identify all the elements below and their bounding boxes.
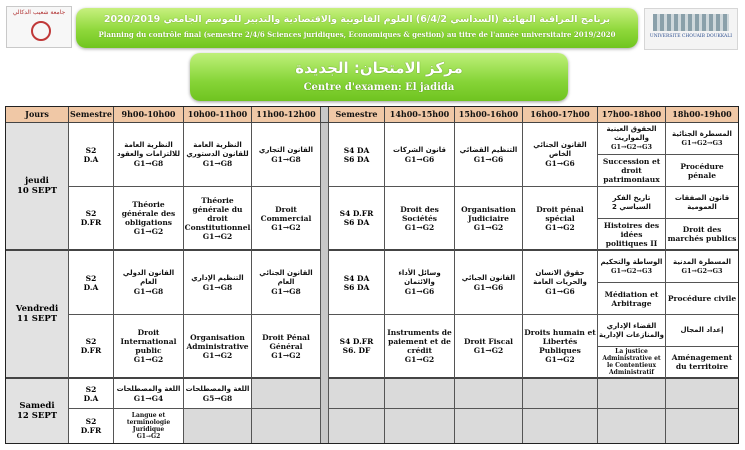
exam-groups: G1→G2→G3 [681,266,723,275]
exam-groups: G1→G8 [271,287,301,296]
exam-groups: G1→G2 [473,222,504,232]
day-name: jeudi [25,176,49,186]
empty-cell [252,379,321,409]
header-15h: 15h00-16h00 [455,107,523,123]
semester-cell [329,187,385,251]
semester-code: S4 DA [343,145,370,155]
empty-cell [598,379,666,409]
semester-cell [329,251,385,315]
day-date: 11 SEPT [16,314,58,324]
university-logo-right [644,8,738,50]
exam-subject: التنظيم القضائي [459,145,518,154]
day-name: Vendredi [15,304,59,314]
exam-groups: G1→G8 [133,287,164,296]
exam-groups: G1→G2 [271,222,301,232]
empty-cell [385,379,455,409]
empty-cell [523,409,598,443]
semester-track: S6 DA [343,282,370,292]
centre-arabic: مركز الامتحان: الجديدة [295,59,463,77]
exam-cell [114,379,184,409]
exam-subject: Droit Commercial [260,204,312,223]
midday-separator [321,123,329,443]
exam-groups: G1→G8 [133,159,164,168]
exam-cell [114,251,184,315]
empty-cell [385,409,455,443]
semester-track: D.FR [80,426,102,435]
day-samedi [6,379,69,443]
exam-cell [523,251,598,315]
semester-code: S2 [85,384,97,394]
exam-subject: Succession et droit patrimoniaux [602,157,661,184]
header-10h: 10h00-11h00 [184,107,252,123]
semester-track: S6 DA [343,154,370,164]
header-14h: 14h00-15h00 [385,107,455,123]
semester-cell [69,379,114,409]
exam-cell [252,123,321,187]
exam-cell [523,123,598,187]
header-18h: 18h00-19h00 [666,107,738,123]
exam-subject: التنظيم الإداري [191,273,244,282]
exam-groups: G1→G2 [545,355,575,364]
exam-subject: القانون الجنائي الخاص [533,141,587,158]
exam-groups: G1→G2 [133,355,164,364]
semester-cell [69,187,114,251]
exam-groups: G1→G2 [404,222,435,232]
exam-cell [114,409,184,443]
exam-subject: Aménagement du territoire [671,353,733,371]
building-icon [653,14,729,31]
exam-groups: G1→G2 [271,350,301,360]
exam-cell [184,251,252,315]
exam-cell [666,219,738,251]
exam-subject: المسطرة المدنية [672,257,732,266]
exam-cell [598,219,666,251]
exam-cell [598,123,666,155]
exam-groups: G1→G2 [202,231,233,241]
empty-cell [666,379,738,409]
exam-subject: الحقوق العينية والمواريث [606,125,657,142]
exam-groups: G1→G2 [404,355,435,364]
exam-cell [252,187,321,251]
exam-subject: قانون الصفقات العمومية [674,193,730,211]
exam-cell [385,315,455,379]
exam-groups: G1→G2→G3 [610,143,653,151]
exam-cell [385,187,455,251]
exam-subject: Droit Pénal Général [262,332,310,351]
exam-groups: G1→G8 [271,154,301,164]
exam-cell [598,347,666,379]
empty-cell [523,379,598,409]
exam-subject: القانون الجبائي [461,273,516,282]
day-date: 10 SEPT [16,186,58,196]
exam-subject: Histoires des idées politiques II [603,220,660,248]
exam-cell [184,379,252,409]
semester-code: S2 [85,209,97,218]
exam-cell [523,187,598,251]
exam-cell [598,187,666,219]
header-17h: 17h00-18h00 [598,107,666,123]
exam-subject: قانون الشركات [393,145,446,154]
exam-cell [455,123,523,187]
exam-groups: G5→G8 [202,393,233,403]
exam-cell [252,315,321,379]
exam-subject: Théorie générale du droit Constitutionnel [184,195,251,232]
exam-subject: إعداد المجال [680,326,724,334]
exam-subject: النظرية العامة للالتزامات والعقود [117,141,180,158]
exam-cell [598,315,666,347]
day-jeudi [6,123,69,251]
header-11h: 11h00-12h00 [252,107,321,123]
exam-groups: G1→G6 [473,154,504,164]
exam-subject: القانون الجنائي العام [259,269,313,286]
exam-cell [666,251,738,283]
exam-groups: G1→G2→G3 [681,138,723,147]
university-logo-left [6,6,72,48]
exam-groups: G1→G2→G3 [610,266,653,275]
exam-subject: القانون التجاري [258,145,314,154]
day-name: Samedi [19,401,55,411]
semester-code: S4 D.FR [339,337,374,346]
exam-subject: Langue et terminologie Juridique [126,412,171,433]
semester-track: D.A [83,282,99,292]
semester-code: S2 [85,145,97,155]
exam-subject: المسطرة الجنائية [672,129,732,138]
exam-subject: اللغة والمصطلحات [116,384,181,393]
exam-cell [455,315,523,379]
header-9h: 9h00-10h00 [114,107,184,123]
exam-cell [184,123,252,187]
logo-right-text: UNIVERSITE CHOUAIB DOUKKALI [649,34,733,39]
semester-track: D.A [83,154,99,164]
semester-cell [69,409,114,443]
exam-cell [455,187,523,251]
exam-cell [666,155,738,187]
exam-cell [666,187,738,219]
exam-cell [385,123,455,187]
header-16h: 16h00-17h00 [523,107,598,123]
exam-subject: القانون الدولي العام [122,269,175,286]
exam-cell [184,187,252,251]
exam-cell [598,283,666,315]
exam-subject: Droit des marchés publics [667,225,737,243]
exam-cell [666,315,738,347]
empty-cell [455,409,523,443]
empty-cell [598,409,666,443]
exam-groups: G1→G8 [202,159,233,168]
exam-subject: تاريخ الفكر السياسي 2 [612,193,651,211]
exam-subject: Droit des Sociétés [400,204,439,223]
header-semestre-2: Semestre [329,107,385,123]
exam-cell [666,283,738,315]
exam-subject: Médiation et Arbitrage [604,289,659,308]
exam-subject: Théorie générale des obligations [121,200,176,227]
exam-subject: Organisation Administrative [186,332,249,351]
exam-cell [114,123,184,187]
exam-subject: القضاء الإداري والمنازعات الإدارية [599,321,664,339]
semester-cell [329,315,385,379]
header-semestre: Semestre [69,107,114,123]
exam-subject: وسائل الأداء والائتمان [398,269,441,286]
exam-cell [184,315,252,379]
exam-subject: Droits humain et Libertés Publiques [524,328,596,355]
semester-cell [69,123,114,187]
exam-groups: G1→G6 [404,287,435,296]
title-arabic: برنامج المراقبة النهائية (السداسي 6/4/2) العلوم القانونية والاقتصادية والتدبير للموسم الجامعي 2020/2019 [103,14,611,25]
exam-subject: النظرية العامة للقانون الدستوري [186,141,249,158]
header-separator [321,107,329,123]
exam-subject: La justice Administrative et le Contentieux Administratif [602,348,661,376]
empty-cell [329,409,385,443]
exam-cell [666,123,738,155]
semester-track: D.A [83,393,99,403]
exam-cell [666,347,738,379]
semester-track: D.FR [80,218,102,227]
exam-cell [523,315,598,379]
exam-groups: G1→G6 [545,287,575,296]
exam-cell [385,251,455,315]
logo-mark-icon [31,21,51,41]
semester-code: S2 [85,417,97,426]
exam-groups: G1→G2 [133,227,164,236]
exam-schedule-table [5,106,739,444]
title-banner [76,8,638,48]
exam-subject: Procédure civile [667,294,737,303]
exam-cell [598,251,666,283]
semester-code: S4 DA [343,273,370,283]
empty-cell [329,379,385,409]
exam-groups: G1→G8 [202,282,233,292]
day-date: 12 SEPT [16,411,58,421]
day-vendredi [6,251,69,379]
header-jours: Jours [6,107,69,123]
exam-groups: G1→G2 [136,433,161,440]
empty-cell [455,379,523,409]
exam-groups: G1→G6 [404,154,435,164]
exam-subject: Instruments de paiement et de crédit [387,328,452,355]
exam-groups: G1→G6 [545,159,575,168]
exam-cell [114,187,184,251]
title-french: Planning du contrôle final (semestre 2/4/6 Sciences juridiques, Economiques & gestion) au titre de l'année universitaire 2019/2020 [98,30,616,39]
semester-code: S4 D.FR [339,209,374,218]
semester-track: D.FR [80,346,102,355]
exam-subject: Droit pénal spécial [536,204,584,223]
exam-cell [455,251,523,315]
exam-groups: G1→G2 [473,346,504,355]
exam-groups: G1→G2 [202,350,233,360]
exam-groups: G1→G4 [133,393,164,403]
exam-groups: G1→G2 [545,222,575,232]
semester-code: S2 [85,273,97,283]
semester-cell [69,315,114,379]
centre-french: Centre d'examen: El jadida [303,82,455,93]
empty-cell [184,409,252,443]
exam-subject: Organisation Judiciaire [461,204,516,223]
exam-subject: Procédure pénale [680,161,724,180]
semester-cell [329,123,385,187]
exam-subject: حقوق الانسان والحريات العامة [533,269,587,286]
empty-cell [252,409,321,443]
exam-subject: اللغة والمصطلحات [185,384,250,393]
exam-cell [114,315,184,379]
exam-cell [252,251,321,315]
exam-subject: الوساطة والتحكيم [600,257,663,266]
exam-centre-banner [190,53,568,101]
exam-subject: Droit International public [120,328,177,355]
exam-groups: G1→G6 [473,282,504,292]
semester-code: S2 [85,337,97,346]
empty-cell [666,409,738,443]
logo-left-text: جامعة شعيب الدكالي [12,9,66,16]
exam-cell [598,155,666,187]
semester-cell [69,251,114,315]
exam-subject: Droit Fiscal [463,337,514,346]
semester-track: S6 DA [343,218,370,227]
semester-track: S6. DF [342,346,371,355]
